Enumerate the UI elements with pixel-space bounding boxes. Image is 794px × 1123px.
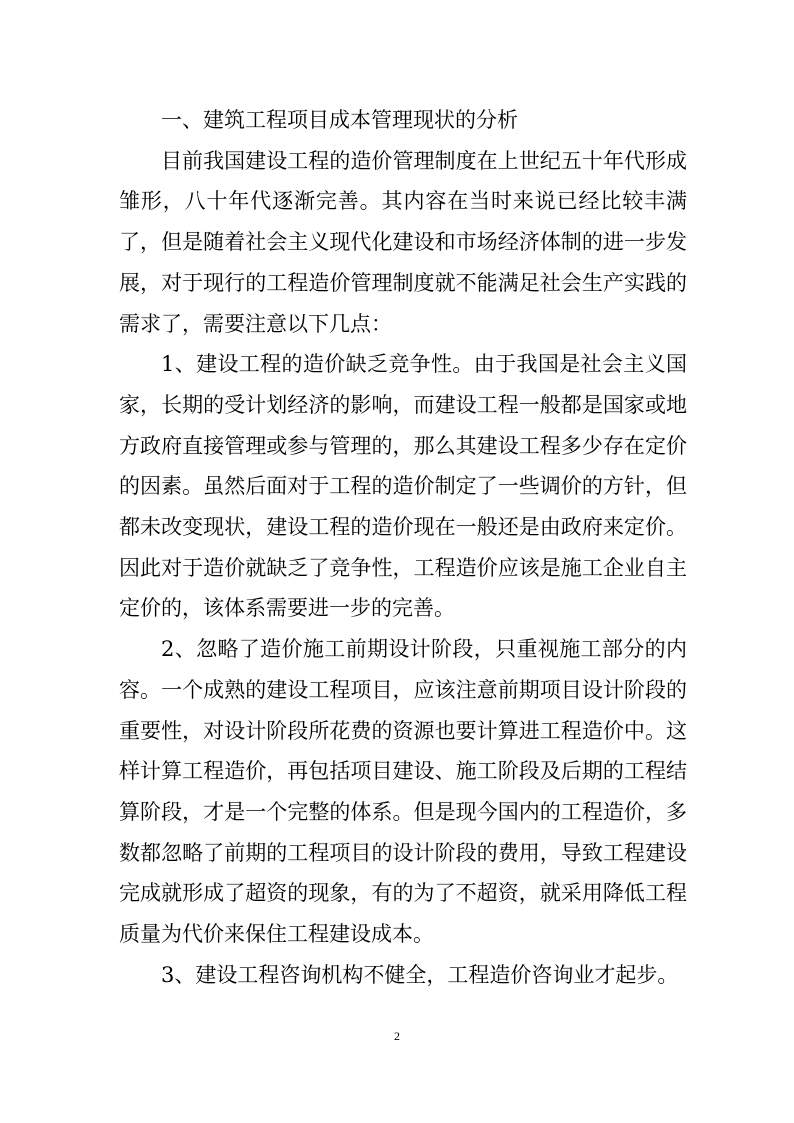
paragraph-intro: 目前我国建设工程的造价管理制度在上世纪五十年代形成雏形，八十年代逐渐完善。其内容在当时来说已经比较丰满了，但是随着社会主义现代化建设和市场经济体制的进一步发展，对于现行的工程造价管理制度就不能满足社会生产实践的需求了，需要注意以下几点：: [119, 148, 687, 336]
page-number: 2: [394, 1029, 400, 1043]
section-heading: 一、建筑工程项目成本管理现状的分析: [161, 108, 518, 132]
paragraph-point-1: 1、建设工程的造价缺乏竞争性。由于我国是社会主义国家，长期的受计划经济的影响，而建设工程一般都是国家或地方政府直接管理或参与管理的，那么其建设工程多少存在定价的因素。虽然后面对于工程的造价制定了一些调价的方针，但都未改变现状，建设工程的造价现在一般还是由政府来定价。因此对于造价就缺乏了竞争性，工程造价应该是施工企业自主定价的，该体系需要进一步的完善。: [119, 352, 687, 621]
paragraph-point-2: 2、忽略了造价施工前期设计阶段，只重视施工部分的内容。一个成熟的建设工程项目，应该注意前期项目设计阶段的重要性，对设计阶段所花费的资源也要计算进工程造价中。这样计算工程造价，再包括项目建设、施工阶段及后期的工程结算阶段，才是一个完整的体系。但是现今国内的工程造价，多数都忽略了前期的工程项目的设计阶段的费用，导致工程建设完成就形成了超资的现象，有的为了不超资，就采用降低工程质量为代价来保住工程建设成本。: [119, 637, 687, 947]
paragraph-point-3: 3、建设工程咨询机构不健全，工程造价咨询业才起步。: [161, 962, 679, 987]
document-body: [119, 100, 687, 995]
